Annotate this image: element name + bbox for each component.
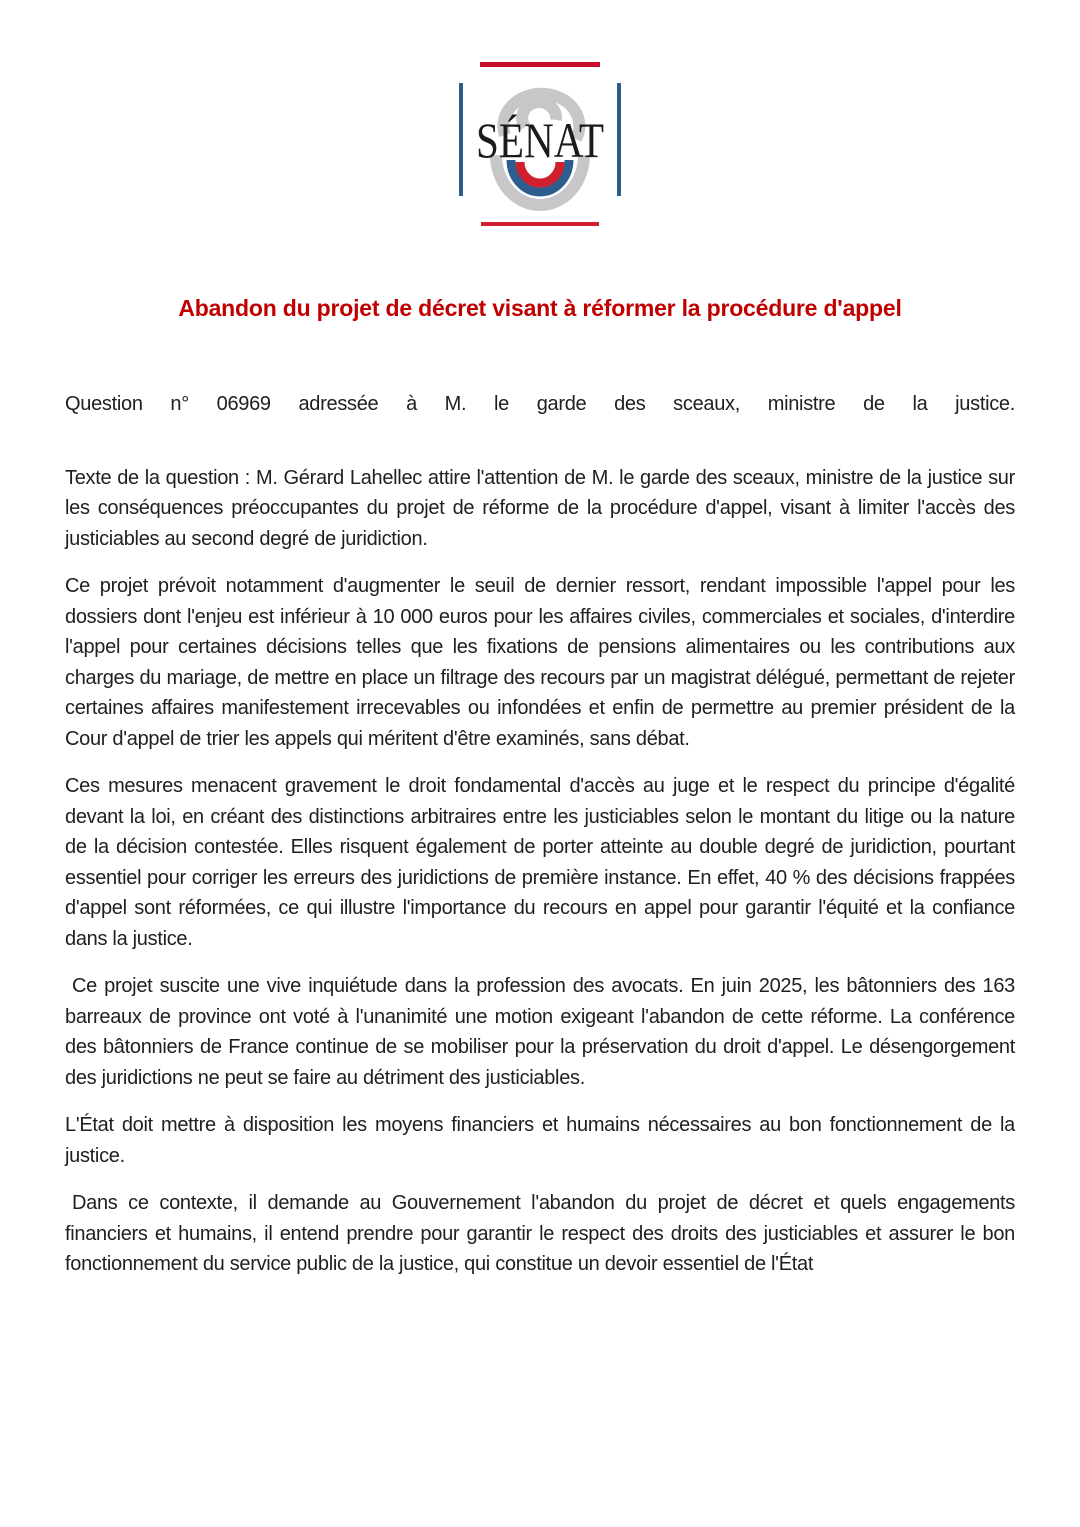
paragraph-para-inquietude-avocats: Ce projet suscite une vive inquiétude dans la profession des avocats. En juin 2025, les bâtonniers des 163 barreaux de province ont voté à l'unanimité une motion exigeant l'abandon de cette réforme. La conférence des bâtonniers de France continue de se mobiliser pour la préservation du droit d'appel. Le désengorgement des juridictions ne peut se faire au détriment des justiciables.	[65, 975, 1015, 1089]
senat-logo-icon	[456, 57, 624, 233]
page-title: Abandon du projet de décret visant à réformer la procédure d'appel	[178, 295, 902, 321]
senat-logo-wordmark: SÉNAT	[476, 112, 604, 168]
paragraph-texte-question-intro: Texte de la question : M. Gérard Lahellec attire l'attention de M. le garde des sceaux, ministre de la justice sur les conséquences préoccupantes du projet de réforme de la procédure d'appel, visant à limiter l'accès des justiciables au second degré de juridiction.	[65, 466, 1015, 550]
paragraph-para-mesures-projet: Ce projet prévoit notamment d'augmenter le seuil de dernier ressort, rendant impossible l'appel pour les dossiers dont l'enjeu est inférieur à 10 000 euros pour les affaires civiles, commerciales et sociales, d'interdire l'appel pour certaines décisions telles que les fixations de pensions alimentaires ou les contributions aux charges du mariage, de mettre en place un filtrage des recours par un magistrat délégué, permettant de rejeter certaines affaires manifestement irrecevables ou infondées et enfin de permettre au premier président de la Cour d'appel de trier les appels qui méritent d'être examinés, sans débat.	[65, 575, 1015, 750]
paragraph-para-demande-gouvernement: Dans ce contexte, il demande au Gouvernement l'abandon du projet de décret et quels engagements financiers et humains, il entend prendre pour garantir le respect des droits des justiciables et assurer le bon fonctionnement du service public de la justice, qui constitue un devoir essentiel de l'État	[65, 1192, 1015, 1275]
paragraph-para-menaces-droits: Ces mesures menacent gravement le droit fondamental d'accès au juge et le respect du principe d'égalité devant la loi, en créant des distinctions arbitraires entre les justiciables selon le montant du litige ou la nature de la décision contestée. Elles risquent également de porter atteinte au double degré de juridiction, pourtant essentiel pour corriger les erreurs des juridictions de première instance. En effet, 40 % des décisions frappées d'appel sont réformées, ce qui illustre l'importance du recours en appel pour garantir l'équité et la confiance dans la justice.	[65, 775, 1015, 950]
senat-logo	[0, 0, 1080, 233]
paragraph-question-reference: Question n° 06969 adressée à M. le garde des sceaux, ministre de la justice.	[65, 393, 1015, 415]
paragraph-para-etat-moyens: L'État doit mettre à disposition les moyens financiers et humains nécessaires au bon fonctionnement de la justice.	[65, 1114, 1015, 1167]
document-body	[65, 389, 1015, 1280]
